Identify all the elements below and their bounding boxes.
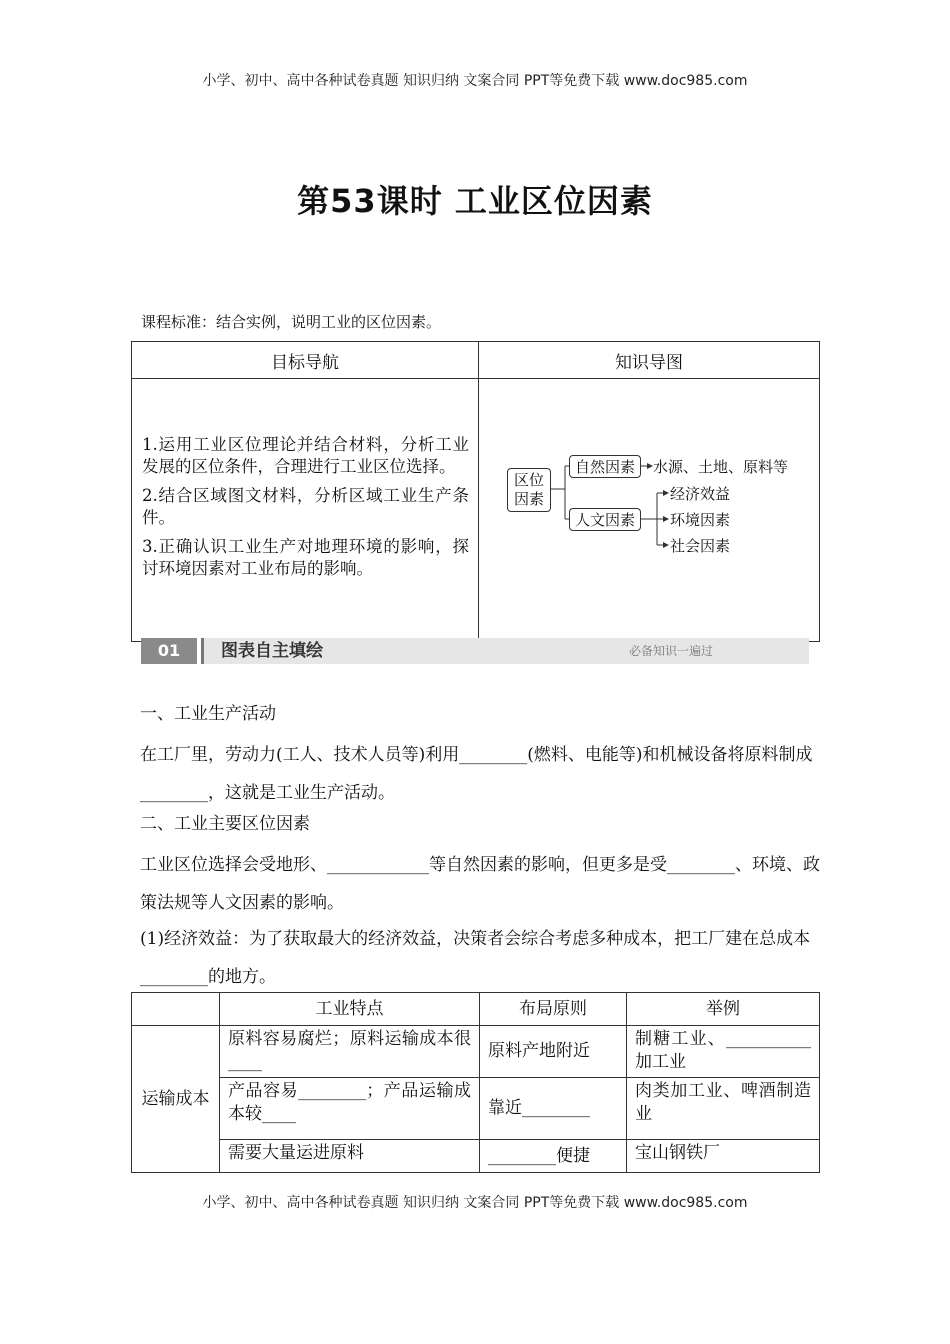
course-standard: 课程标准：结合实例，说明工业的区位因素。 — [141, 313, 442, 331]
goals-list — [133, 434, 477, 581]
mindmap-root — [507, 468, 551, 512]
table-header: 工业特点 — [220, 993, 480, 1026]
page-title: 第53课时 工业区位因素 — [297, 182, 653, 220]
mindmap-header: 知识导图 — [479, 342, 820, 379]
mindmap-human-item: 经济效益 — [670, 485, 731, 503]
page-header: 小学、初中、高中各种试卷真题 知识归纳 文案合同 PPT等免费下载 www.doc985.com — [202, 73, 748, 89]
goal-item: 2.结合区域图文材料，分析区域工业生产条件。 — [142, 485, 469, 527]
section-number: 01 — [141, 638, 197, 664]
section-banner — [141, 638, 809, 664]
goals-table — [131, 341, 820, 642]
table-cell: ________便捷 — [480, 1140, 627, 1173]
section-subtitle: 必备知识一遍过 — [628, 644, 713, 658]
table-header: 举例 — [627, 993, 820, 1026]
heading-industrial-activity: 一、工业生产活动 — [140, 704, 276, 724]
table-header: 布局原则 — [480, 993, 627, 1026]
paragraph-economic-benefit: (1)经济效益：为了获取最大的经济效益，决策者会综合考虑多种成本，把工厂建在总成本________的地方。 — [140, 929, 811, 987]
paragraph-location-factors: 工业区位选择会受地形、____________等自然因素的影响，但更多是受________、环境、政策法规等人文因素的影响。 — [140, 855, 820, 913]
table-cell: 原料容易腐烂；原料运输成本很____ — [220, 1026, 480, 1078]
knowledge-mindmap — [507, 455, 807, 559]
goal-item: 1.运用工业区位理论并结合材料，分析工业发展的区位条件，合理进行工业区位选择。 — [142, 434, 469, 476]
mindmap-human-item: 社会因素 — [670, 537, 731, 555]
goals-header: 目标导航 — [132, 342, 479, 379]
paragraph-industrial-activity: 在工厂里，劳动力(工人、技术人员等)利用________(燃料、电能等)和机械设备将原料制成________，这就是工业生产活动。 — [140, 745, 813, 803]
goal-item: 3.正确认识工业生产对地理环境的影响，探讨环境因素对工业布局的影响。 — [142, 536, 469, 578]
mindmap-natural-node: 自然因素 — [569, 455, 641, 478]
table-cell: 宝山钢铁厂 — [627, 1140, 820, 1173]
table-cell: 需要大量运进原料 — [220, 1140, 480, 1173]
table-cell: 产品容易________；产品运输成本较____ — [220, 1078, 480, 1140]
group-label: 运输成本 — [132, 1026, 220, 1173]
mindmap-human-item: 环境因素 — [670, 511, 731, 529]
table-cell: 原料产地附近 — [480, 1026, 627, 1078]
table-cell: 肉类加工业、啤酒制造业 — [627, 1078, 820, 1140]
heading-location-factors: 二、工业主要区位因素 — [140, 814, 310, 834]
section-title: 图表自主填绘 — [221, 641, 323, 661]
mindmap-root-line1: 区位 — [513, 471, 544, 489]
mindmap-human-node: 人文因素 — [569, 508, 641, 531]
table-cell: 制糖工业、__________加工业 — [627, 1026, 820, 1078]
mindmap-natural-detail: 水源、土地、原料等 — [653, 458, 789, 476]
transport-cost-table — [131, 992, 820, 1173]
table-cell: 靠近________ — [480, 1078, 627, 1140]
table-header — [132, 993, 220, 1026]
mindmap-root-line2: 因素 — [513, 490, 544, 508]
page-footer: 小学、初中、高中各种试卷真题 知识归纳 文案合同 PPT等免费下载 www.doc985.com — [202, 1195, 748, 1211]
